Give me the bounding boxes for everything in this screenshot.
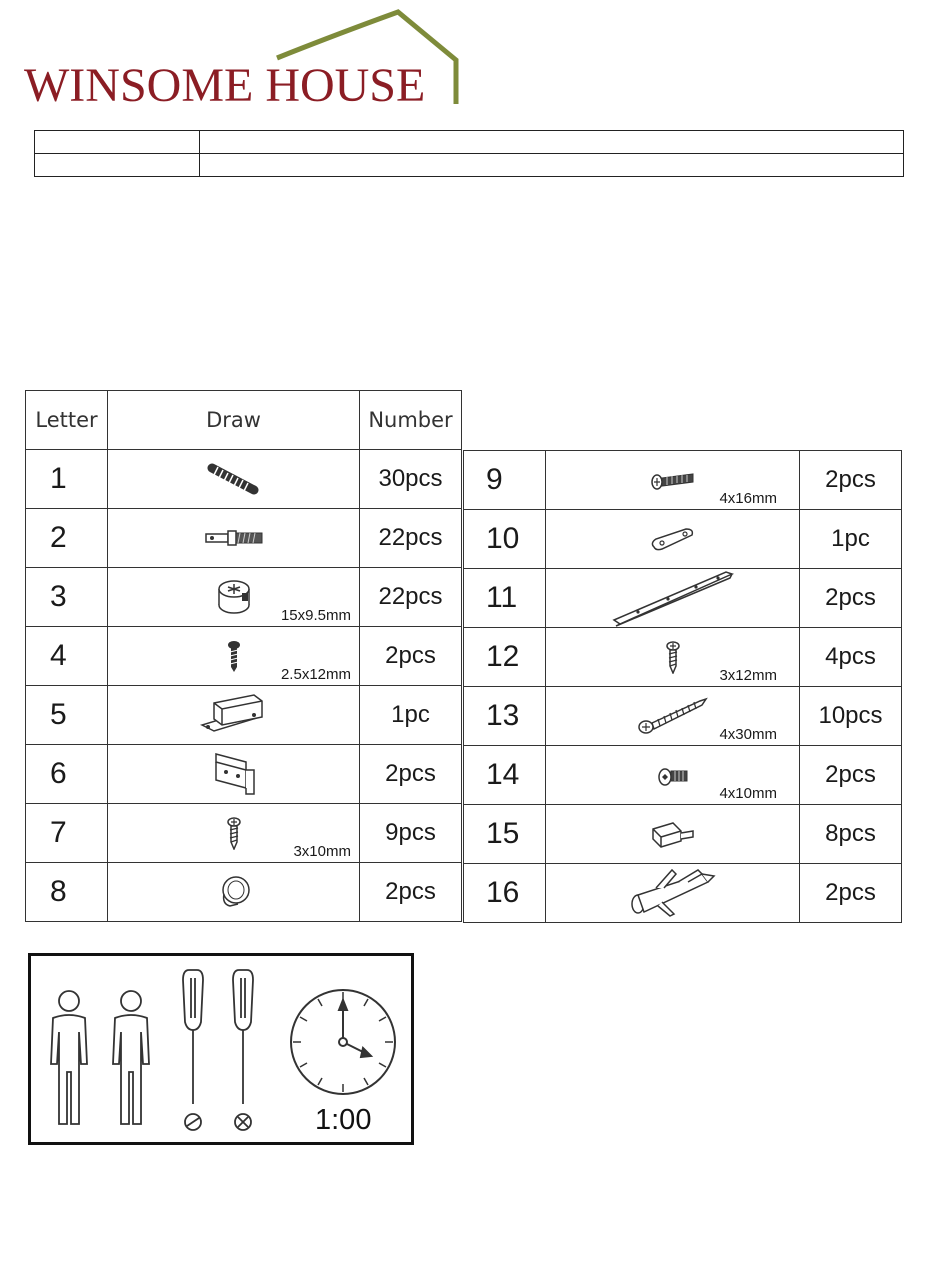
part-letter: 3 — [26, 568, 108, 627]
short-screw-icon — [665, 640, 681, 674]
part-quantity: 1pc — [800, 510, 902, 569]
table-row — [464, 510, 902, 569]
part-quantity: 2pcs — [360, 863, 462, 922]
part-quantity: 22pcs — [360, 509, 462, 568]
table-row — [26, 450, 462, 509]
table-row — [26, 686, 462, 745]
part-size: 4x16mm — [719, 490, 777, 507]
assembly-time: 1:00 — [315, 1104, 372, 1136]
part-letter: 14 — [464, 746, 546, 805]
table-row — [26, 804, 462, 863]
column-header-draw: Draw — [108, 391, 360, 450]
assembly-requirements-box — [28, 953, 414, 1145]
machine-screw-icon — [649, 468, 697, 492]
part-letter: 1 — [26, 450, 108, 509]
part-letter: 16 — [464, 864, 546, 923]
part-size: 3x12mm — [719, 667, 777, 684]
part-quantity: 2pcs — [800, 569, 902, 628]
part-quantity: 8pcs — [800, 805, 902, 864]
part-quantity: 9pcs — [360, 804, 462, 863]
table-row — [464, 746, 902, 805]
part-quantity: 10pcs — [800, 687, 902, 746]
info-cell — [200, 154, 904, 177]
column-header-letter: Letter — [26, 391, 108, 450]
part-quantity: 2pcs — [360, 745, 462, 804]
table-row — [464, 451, 902, 510]
table-row — [26, 627, 462, 686]
part-letter: 7 — [26, 804, 108, 863]
part-size: 2.5x12mm — [280, 666, 351, 683]
wood-screw-icon — [226, 816, 242, 850]
brand-name: WINSOME HOUSE — [24, 59, 426, 112]
table-row — [26, 745, 462, 804]
flat-screwdriver-icon — [183, 970, 203, 1130]
table-row — [464, 687, 902, 746]
knob-icon — [214, 874, 254, 910]
part-size: 15x9.5mm — [280, 607, 351, 624]
part-quantity: 1pc — [360, 686, 462, 745]
small-screw-icon — [226, 639, 242, 673]
person-icon — [113, 991, 149, 1124]
table-row — [464, 569, 902, 628]
brand-logo — [22, 8, 462, 112]
long-screw-icon — [636, 695, 710, 737]
part-quantity: 4pcs — [800, 628, 902, 687]
part-size: 4x30mm — [719, 726, 777, 743]
bracket-icon — [210, 750, 258, 798]
part-letter: 8 — [26, 863, 108, 922]
part-size: 4x10mm — [719, 785, 777, 802]
part-letter: 11 — [464, 569, 546, 628]
part-quantity: 2pcs — [360, 627, 462, 686]
info-table — [34, 130, 904, 177]
info-cell — [35, 154, 200, 177]
rail-icon — [608, 566, 738, 630]
hex-bolt-icon — [656, 762, 690, 788]
table-row — [464, 805, 902, 864]
part-letter: 2 — [26, 509, 108, 568]
part-quantity: 2pcs — [800, 451, 902, 510]
part-quantity: 22pcs — [360, 568, 462, 627]
parts-table-left — [25, 390, 462, 922]
table-row — [26, 568, 462, 627]
shelf-pin-icon — [649, 819, 697, 849]
part-letter: 5 — [26, 686, 108, 745]
connector-plate-icon — [648, 525, 698, 553]
wall-anchor-icon — [628, 868, 718, 918]
part-letter: 9 — [464, 451, 546, 510]
table-row — [26, 509, 462, 568]
part-size: 3x10mm — [293, 843, 351, 860]
cam-bolt-icon — [202, 526, 266, 550]
part-letter: 6 — [26, 745, 108, 804]
part-letter: 15 — [464, 805, 546, 864]
parts-table-right — [463, 450, 902, 923]
clock-icon — [291, 990, 395, 1094]
column-header-number: Number — [360, 391, 462, 450]
table-row — [26, 863, 462, 922]
part-quantity: 30pcs — [360, 450, 462, 509]
part-letter: 4 — [26, 627, 108, 686]
part-quantity: 2pcs — [800, 746, 902, 805]
table-row — [464, 628, 902, 687]
info-cell — [35, 131, 200, 154]
table-row — [464, 864, 902, 923]
info-cell — [200, 131, 904, 154]
threaded-rod-icon — [204, 462, 264, 496]
part-quantity: 2pcs — [800, 864, 902, 923]
cam-lock-icon — [214, 577, 254, 617]
part-letter: 10 — [464, 510, 546, 569]
person-icon — [51, 991, 87, 1124]
part-letter: 12 — [464, 628, 546, 687]
magnetic-catch-icon — [198, 691, 270, 739]
part-letter: 13 — [464, 687, 546, 746]
phillips-screwdriver-icon — [233, 970, 253, 1130]
